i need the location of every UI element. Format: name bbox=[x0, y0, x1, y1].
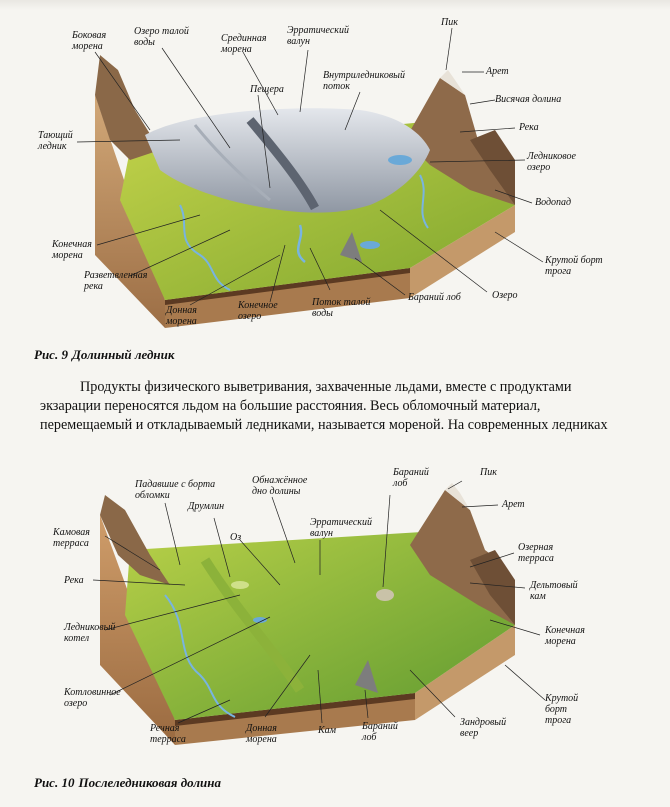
label-steep-trough-side-2: Крутой борт трога bbox=[545, 693, 579, 726]
figure2-caption-title: Послеледниковая долина bbox=[78, 775, 221, 790]
figure2-caption-number: Рис. 10 bbox=[34, 775, 75, 790]
drumlin-shape bbox=[231, 581, 249, 589]
label-kame: Кам bbox=[318, 725, 337, 736]
label-braided-river: Разветвленная река bbox=[84, 270, 148, 292]
label-lake: Озеро bbox=[492, 290, 518, 301]
figure2-caption bbox=[34, 775, 221, 791]
label-river-2: Река bbox=[64, 575, 84, 586]
label-ground-moraine-2: Донная морена bbox=[246, 723, 277, 745]
label-waterfall: Водопад bbox=[535, 197, 572, 208]
label-outwash-fan: Зандровый веер bbox=[460, 717, 507, 739]
label-erratic-boulder-2: Эрратический валун bbox=[310, 517, 372, 539]
label-river-terrace: Речная терраса bbox=[150, 723, 186, 745]
roche-moutonnee-shape bbox=[376, 589, 394, 601]
label-erratic-boulder: Эрратический валун bbox=[287, 25, 349, 47]
label-drumlin: Друмлин bbox=[188, 501, 225, 512]
figure1-caption-number: Рис. 9 bbox=[34, 347, 68, 362]
label-roche-moutonnee-top: Бараний лоб bbox=[393, 467, 429, 489]
label-delta-kame: Дельтовый кам bbox=[530, 580, 578, 602]
body-paragraph bbox=[40, 378, 640, 435]
label-meltwater-lake: Озеро талой воды bbox=[134, 26, 189, 48]
label-fallen-debris: Падавшие с борта обломки bbox=[135, 479, 216, 501]
figure-valley-glacier bbox=[0, 0, 670, 350]
paragraph-line-2: экзарации переносятся льдом на большие расстояния. Весь обломочный материал, bbox=[40, 398, 541, 414]
figure1-caption-title: Долинный ледник bbox=[71, 347, 175, 362]
label-terminal-moraine-2: Конечная морена bbox=[545, 625, 585, 647]
label-river: Река bbox=[519, 122, 539, 133]
label-lateral-moraine: Боковая морена bbox=[72, 30, 107, 52]
label-melting-glacier: Тающий ледник bbox=[38, 130, 73, 152]
label-steep-trough-side: Крутой борт трога bbox=[545, 255, 603, 277]
label-kame-terrace: Камовая терраса bbox=[53, 527, 90, 549]
figure-postglacial-valley bbox=[0, 455, 670, 795]
label-peak: Пик bbox=[441, 17, 458, 28]
paragraph-line-1: Продукты физического выветривания, захваченные льдами, вместе с продуктами bbox=[80, 379, 572, 395]
label-terminal-moraine: Конечная морена bbox=[52, 239, 92, 261]
label-esker: Оз bbox=[230, 532, 242, 543]
label-ground-moraine: Донная морена bbox=[166, 305, 197, 327]
label-arete: Арет bbox=[486, 66, 509, 77]
label-roche-moutonnee: Бараний лоб bbox=[408, 292, 461, 303]
label-terminal-lake: Конечное озеро bbox=[238, 300, 278, 322]
label-kettle: Ледниковый котел bbox=[64, 622, 116, 644]
label-medial-moraine: Срединная морена bbox=[221, 33, 267, 55]
label-cave: Пещера bbox=[250, 84, 284, 95]
lake-shape bbox=[360, 241, 380, 249]
label-arete-2: Арет bbox=[502, 499, 525, 510]
label-kettle-lake: Котловинное озеро bbox=[64, 687, 121, 709]
label-lake-terrace: Озерная терраса bbox=[518, 542, 554, 564]
figure1-caption bbox=[34, 347, 174, 363]
label-meltwater-stream: Поток талой воды bbox=[312, 297, 371, 319]
label-hanging-valley: Висячая долина bbox=[495, 94, 562, 105]
paragraph-line-3: перемещаемый и откладываемый ледниками, называется мореной. На современных ледниках bbox=[40, 417, 608, 433]
label-roche-moutonnee-bottom: Бараний лоб bbox=[362, 721, 398, 743]
label-exposed-floor: Обнажённое дно долины bbox=[252, 475, 308, 497]
label-englacial-stream: Внутриледниковый поток bbox=[323, 70, 405, 92]
label-peak-2: Пик bbox=[480, 467, 497, 478]
label-glacial-lake: Ледниковое озеро bbox=[527, 151, 576, 173]
glacial-lake-shape bbox=[388, 155, 412, 165]
